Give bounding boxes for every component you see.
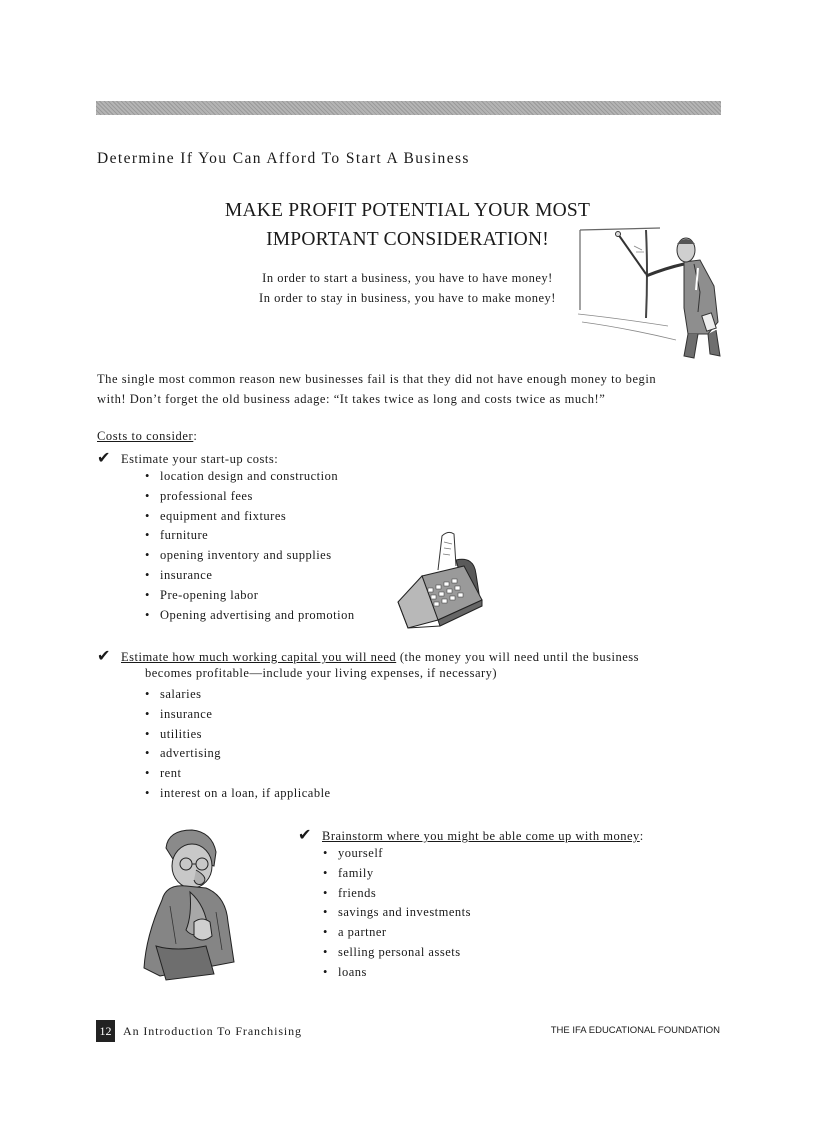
- intro-text: [200, 268, 615, 308]
- list-item: • professional fees: [145, 487, 355, 507]
- list-item: • opening inventory and supplies: [145, 546, 355, 566]
- list-item: • loans: [323, 963, 471, 983]
- list-item: • a partner: [323, 923, 471, 943]
- footer-book-title: An Introduction To Franchising: [123, 1024, 302, 1038]
- list-item: • Pre-opening labor: [145, 586, 355, 606]
- list-item: • utilities: [145, 725, 331, 745]
- paragraph-line-1: The single most common reason new businesses fail is that they did not have enough money to begin: [97, 372, 657, 386]
- brainstorm-heading: ✔ Brainstorm where you might be able come up with money:: [298, 825, 644, 844]
- brainstorm-label: Brainstorm where you might be able come up with money: [322, 829, 640, 843]
- section-title: Determine If You Can Afford To Start A Business: [97, 150, 470, 167]
- list-item: • salaries: [145, 685, 331, 705]
- brainstorm-list: [323, 844, 471, 983]
- costs-heading: Costs to consider:: [97, 429, 198, 443]
- page-number: 12: [96, 1020, 115, 1042]
- headline: [200, 196, 615, 254]
- working-capital-note: (the money you will need until the business: [396, 650, 639, 664]
- checkmark-icon: ✔: [97, 448, 111, 467]
- list-item: • advertising: [145, 744, 331, 764]
- working-capital-list: [145, 685, 331, 804]
- headline-line-2: IMPORTANT CONSIDERATION!: [266, 229, 549, 250]
- list-item: • rent: [145, 764, 331, 784]
- startup-costs-heading: [97, 448, 278, 467]
- working-capital-heading: [97, 646, 639, 665]
- header-band: [96, 101, 721, 115]
- working-capital-note-continued: becomes profitable—include your living expenses, if necessary): [145, 666, 498, 680]
- list-item: • friends: [323, 884, 471, 904]
- thinking-man-icon: [136, 826, 248, 984]
- adding-machine-icon: [394, 530, 486, 630]
- headline-line-1: MAKE PROFIT POTENTIAL YOUR MOST: [224, 200, 591, 221]
- list-item: • yourself: [323, 844, 471, 864]
- costs-heading-label: Costs to consider: [97, 429, 194, 443]
- list-item: • furniture: [145, 526, 355, 546]
- list-item: • selling personal assets: [323, 943, 471, 963]
- startup-costs-label: Estimate your start-up costs:: [121, 452, 279, 466]
- intro-line-2: In order to stay in business, you have to make money!: [259, 291, 556, 305]
- list-item: • family: [323, 864, 471, 884]
- checkmark-icon: ✔: [97, 646, 111, 665]
- list-item: • equipment and fixtures: [145, 507, 355, 527]
- startup-costs-list: [145, 467, 355, 625]
- list-item: • insurance: [145, 705, 331, 725]
- intro-line-1: In order to start a business, you have to have money!: [262, 271, 553, 285]
- paragraph-line-2: with! Don’t forget the old business adage: “It takes twice as long and costs twice as much!”: [97, 392, 606, 406]
- list-item: • interest on a loan, if applicable: [145, 784, 331, 804]
- presenter-illustration-icon: [576, 222, 726, 362]
- list-item: • savings and investments: [323, 903, 471, 923]
- checkmark-icon: ✔: [298, 825, 312, 844]
- list-item: • location design and construction: [145, 467, 355, 487]
- working-capital-label: Estimate how much working capital you will need: [121, 650, 397, 664]
- list-item: • Opening advertising and promotion: [145, 606, 355, 626]
- list-item: • insurance: [145, 566, 355, 586]
- footer-organization: THE IFA EDUCATIONAL FOUNDATION: [550, 1025, 720, 1036]
- intro-paragraph: [97, 369, 722, 409]
